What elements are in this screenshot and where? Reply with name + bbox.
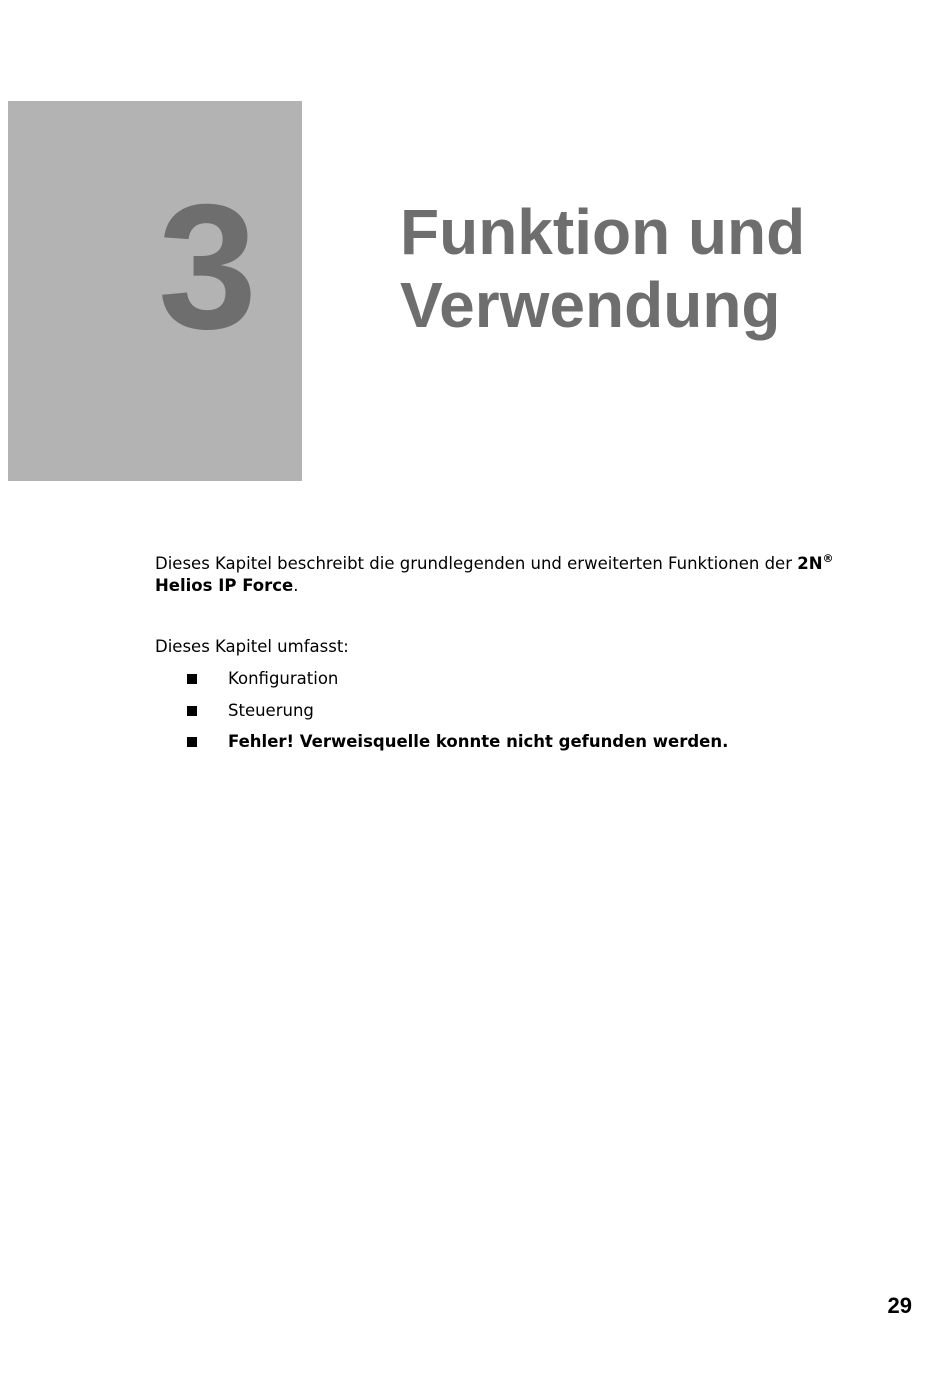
chapter-title-line1: Funktion und	[400, 196, 806, 268]
chapter-title	[400, 196, 920, 342]
list-item	[155, 668, 728, 700]
list-item	[155, 731, 728, 763]
chapter-block	[8, 101, 302, 481]
contents-label: Dieses Kapitel umfasst:	[155, 637, 349, 656]
intro-text: Dieses Kapitel beschreibt die grundlegenden und erweiterten Funktionen der	[155, 554, 798, 573]
page-number: 29	[887, 1293, 912, 1318]
toc-link-broken-reference[interactable]: Fehler! Verweisquelle konnte nicht gefunden werden.	[228, 732, 729, 751]
toc-link-steuerung[interactable]: Steuerung	[228, 700, 314, 720]
product-name: Helios IP Force	[155, 576, 294, 595]
chapter-contents-list	[155, 668, 728, 763]
intro-paragraph	[155, 553, 885, 597]
square-bullet-icon	[187, 674, 197, 684]
chapter-number: 3	[158, 167, 253, 366]
toc-link-konfiguration[interactable]: Konfiguration	[228, 669, 339, 688]
registered-mark: ®	[822, 552, 834, 565]
product-prefix: 2N	[797, 554, 823, 573]
intro-period: .	[293, 576, 299, 595]
square-bullet-icon	[187, 706, 197, 716]
list-item	[155, 700, 728, 732]
square-bullet-icon	[187, 737, 197, 747]
chapter-title-line2: Verwendung	[400, 269, 781, 341]
